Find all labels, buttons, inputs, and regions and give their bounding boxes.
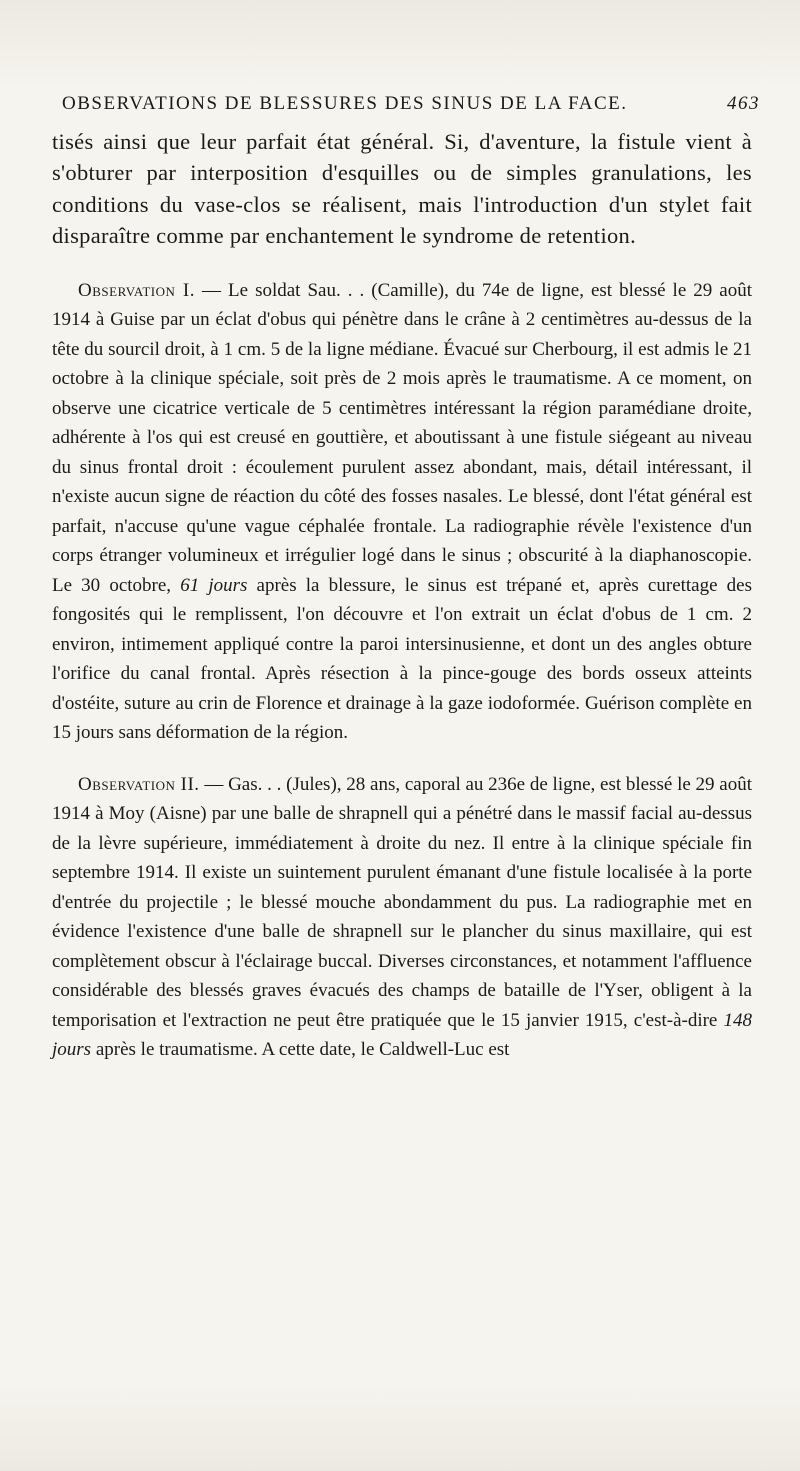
page-header <box>62 93 760 117</box>
observation-1-text-b: après la blessure, le sinus est trépané et, après curettage des fongosités qui le remplissent, l'on découvre et l'on extrait un éclat d'obus de 1 cm. 2 environ, intimement appliqué contre la paroi intersinusienne, et dont un des angles obture l'orifice du canal frontal. Après résection à la pince-gouge des bords osseux atteints d'ostéite, suture au crin de Florence et drainage à la gaze iodoformée. Guérison complète en 15 jours sans déformation de la région. <box>52 574 753 744</box>
observation-1-italic: 61 jours <box>180 574 248 596</box>
observation-2-label: Observation II. <box>78 773 200 795</box>
observation-1-label: Observation I. <box>78 279 195 301</box>
observation-2-italic: 148 jours <box>52 1009 752 1061</box>
observation-1 <box>52 276 752 748</box>
observation-2 <box>52 770 752 1065</box>
running-title: OBSERVATIONS DE BLESSURES DES SINUS DE LA FACE. <box>62 93 628 114</box>
observation-2-text-b: après le traumatisme. A cette date, le Caldwell-Luc est <box>91 1039 510 1061</box>
observation-1-text-a: — Le soldat Sau. . . (Camille), du 74e de ligne, est blessé le 29 août 1914 à Guise par un éclat d'obus qui pénètre dans le crâne à 2 centimètres au-dessus de la tête du sourcil droit, à 1 cm. 5 de la ligne médiane. Évacué sur Cherbourg, il est admis le 21 octobre à la clinique spéciale, soit près de 2 mois après le traumatisme. A ce moment, on observe une cicatrice verticale de 5 centimètres intéressant la région paramédiane droite, adhérente à l'os qui est creusé en gouttière, et aboutissant à une fistule siégeant au niveau du sinus frontal droit : écoulement purulent assez abondant, mais, détail intéressant, il n'existe aucun signe de réaction du côté des fosses nasales. Le blessé, dont l'état général est parfait, n'accuse qu'une vague céphalée frontale. La radiographie révèle l'existence d'un corps étranger volumineux et irrégulier logé dans le sinus ; obscurité à la diaphanoscopie. Le 30 octobre, <box>52 279 752 596</box>
body-text <box>52 126 752 1065</box>
observation-2-text-a: — Gas. . . (Jules), 28 ans, caporal au 236e de ligne, est blessé le 29 août 1914 à Moy (Aisne) par une balle de shrapnell qui a pénétré dans le massif facial au-dessus de la lèvre supérieure, immédiatement à droite du nez. Il entre à la clinique spéciale fin septembre 1914. Il existe un suintement purulent émanant d'une fistule localisée à la porte d'entrée du projectile ; le blessé mouche abondamment du pus. La radiographie met en évidence l'existence d'une balle de shrapnell sur le plancher du sinus maxillaire, qui est complètement obscur à l'éclairage buccal. Diverses circonstances, et notamment l'affluence considérable des blessés graves évacués des champs de bataille de l'Yser, obligent à la temporisation et l'extraction ne peut être pratiquée que le 15 janvier 1915, c'est-à-dire <box>52 773 753 1031</box>
intro-paragraph: tisés ainsi que leur parfait état général. Si, d'aventure, la fistule vient à s'obturer par interposition d'esquilles ou de simples granulations, les conditions du vase-clos se réalisent, mais l'introduction d'un stylet fait disparaître comme par enchantement le syndrome de retention. <box>52 129 752 249</box>
page-number: 463 <box>727 93 760 114</box>
